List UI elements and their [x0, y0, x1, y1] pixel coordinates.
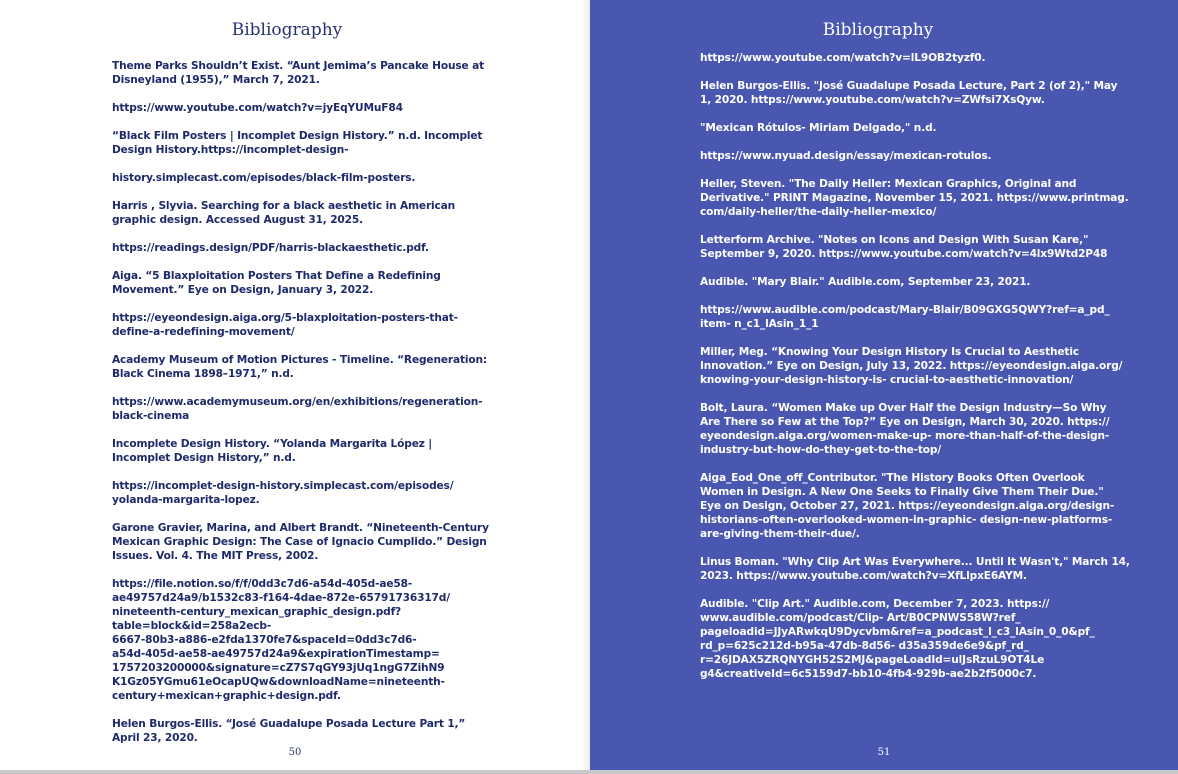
- bibliography-entry: Aiga. “5 Blaxploitation Posters That Define a Redefining Movement.” Eye on Design, January 3, 2022.: [112, 270, 441, 296]
- bibliography-entry: Letterform Archive. "Notes on Icons and Design With Susan Kare," September 9, 2020. https://www.youtube.com/watch?v=4lx9Wtd2P48: [700, 234, 1108, 260]
- bibliography-entry: https://www.youtube.com/watch?v=jyEqYUMuF84: [112, 102, 403, 114]
- bibliography-entry: https://incomplet-design-history.simplecast.com/episodes/ yolanda-margarita-lopez.: [112, 480, 454, 506]
- right-page-number: 51: [877, 747, 891, 758]
- bibliography-entry: Academy Museum of Motion Pictures - Timeline. “Regeneration: Black Cinema 1898–1971,” n.d.: [112, 354, 487, 380]
- bibliography-entry: Helen Burgos-Ellis. "José Guadalupe Posada Lecture, Part 2 (of 2)," May 1, 2020. https://www.youtube.com/watch?v=ZWfsi7XsQyw.: [700, 80, 1118, 106]
- bibliography-entry: Garone Gravier, Marina, and Albert Brandt. “Nineteenth-Century Mexican Graphic Design: The Case of Ignacio Cumplido.” Design Issues. Vol. 4. The MIT Press, 2002.: [112, 522, 489, 562]
- bibliography-entry: “Black Film Posters | Incomplet Design History.” n.d. Incomplet Design History.https://incomplet-design-: [112, 130, 483, 156]
- left-page-title: Bibliography: [231, 20, 343, 40]
- bibliography-entry: "Mexican Rótulos- Miriam Delgado," n.d.: [700, 122, 937, 134]
- bibliography-entry: https://file.notion.so/f/f/0dd3c7d6-a54d-405d-ae58- ae49757d24a9/b1532c83-f164-4dae-872e-65791736317d/ nineteenth-century_mexican_graphic_design.pdf?table=block&id=258a2ecb- 6667-80b3-a886-e2fda1370fe7&spaceId=0dd3c7d6- a54d-405d-ae58-ae49757d24a9&expirationTimestamp= 1757203200000&signature=cZ7S7qGY93jUq1ngG7ZihN9 K1Gz05YGmu61eOcapUQw&downloadName=nineteenth- century+mexican+graphic+design.pdf.: [112, 578, 450, 702]
- bibliography-entry: Aiga_Eod_One_off_Contributor. "The History Books Often Overlook Women in Design. A New One Seeks to Finally Give Them Their Due." Eye on Design, October 27, 2021. https://eyeondesign.aiga.org/design- historians-often-overlooked-women-in-graphic- design-new-platforms- are-giving-them-their-due/.: [700, 472, 1115, 540]
- bibliography-entry: Audible. "Mary Blair." Audible.com, September 23, 2021.: [700, 276, 1031, 288]
- bibliography-entry: https://www.academymuseum.org/en/exhibitions/regeneration- black-cinema: [112, 396, 483, 422]
- left-page-number: 50: [288, 747, 302, 758]
- bibliography-entry: Helen Burgos-Ellis. “José Guadalupe Posada Lecture Part 1,” April 23, 2020.: [112, 718, 466, 744]
- bibliography-entry: https://www.audible.com/podcast/Mary-Blair/B09GXG5QWY?ref=a_pd_ item- n_c1_lAsin_1_1: [700, 304, 1110, 330]
- right-bibliography-list: [700, 51, 1138, 695]
- bibliography-entry: Miller, Meg. “Knowing Your Design History Is Crucial to Aesthetic Innovation.” Eye on Design, July 13, 2022. https://eyeondesign.aiga.org/ knowing-your-design-history-is- crucial-to-aesthetic-innovation/: [700, 346, 1123, 386]
- bibliography-entry: Audible. "Clip Art." Audible.com, December 7, 2023. https:// www.audible.com/podcast/Clip- Art/B0CPNWS58W?ref_ pageloadid=JJyARwkqU9Dycvbm&ref=a_podcast_l_c3_lAsin_0_0&pf_ rd_p=625c212d-b95a-47db-8d56- d35a359de6e9&pf_rd_ r=26JDAX5ZRQNYGH52S2MJ&pageLoadId=ulJsRzuL9OT4Le g4&creativeId=6c5159d7-bb10-4fb4-929b-ae2b2f5000c7.: [700, 598, 1095, 680]
- gutter-shadow: [580, 0, 590, 770]
- bibliography-entry: Theme Parks Shouldn’t Exist. “Aunt Jemima’s Pancake House at Disneyland (1955),” March 7, 2021.: [112, 60, 485, 86]
- bibliography-entry: https://readings.design/PDF/harris-blackaesthetic.pdf.: [112, 242, 429, 254]
- page-bottom-edge: [0, 770, 1178, 774]
- bibliography-entry: https://www.youtube.com/watch?v=lL9OB2tyzf0.: [700, 52, 986, 64]
- bibliography-entry: Bolt, Laura. “Women Make up Over Half the Design Industry—So Why Are There so Few at the Top?” Eye on Design, March 30, 2020. https:// eyeondesign.aiga.org/women-make-up- more-than-half-of-the-design- industry-but-how-do-they-get-to-the-top/: [700, 402, 1110, 456]
- left-bibliography-list: [112, 59, 504, 759]
- bibliography-entry: Linus Boman. "Why Clip Art Was Everywhere... Until It Wasn't," March 14, 2023. https://www.youtube.com/watch?v=XfLlpxE6AYM.: [700, 556, 1130, 582]
- right-page-title: Bibliography: [822, 20, 934, 40]
- bibliography-entry: history.simplecast.com/episodes/black-film-posters.: [112, 172, 416, 184]
- bibliography-entry: https://eyeondesign.aiga.org/5-blaxploitation-posters-that- define-a-redefining-movement/: [112, 312, 458, 338]
- bibliography-entry: Incomplete Design History. “Yolanda Margarita López | Incomplet Design History,” n.d.: [112, 438, 433, 464]
- left-page: [0, 0, 590, 770]
- bibliography-entry: Harris , Slyvia. Searching for a black aesthetic in American graphic design. Accessed August 31, 2025.: [112, 200, 456, 226]
- bibliography-entry: https://www.nyuad.design/essay/mexican-rotulos.: [700, 150, 992, 162]
- bibliography-entry: Heller, Steven. "The Daily Heller: Mexican Graphics, Original and Derivative." PRINT Magazine, November 15, 2021. https://www.printmag. com/daily-heller/the-daily-heller-mexico/: [700, 178, 1129, 218]
